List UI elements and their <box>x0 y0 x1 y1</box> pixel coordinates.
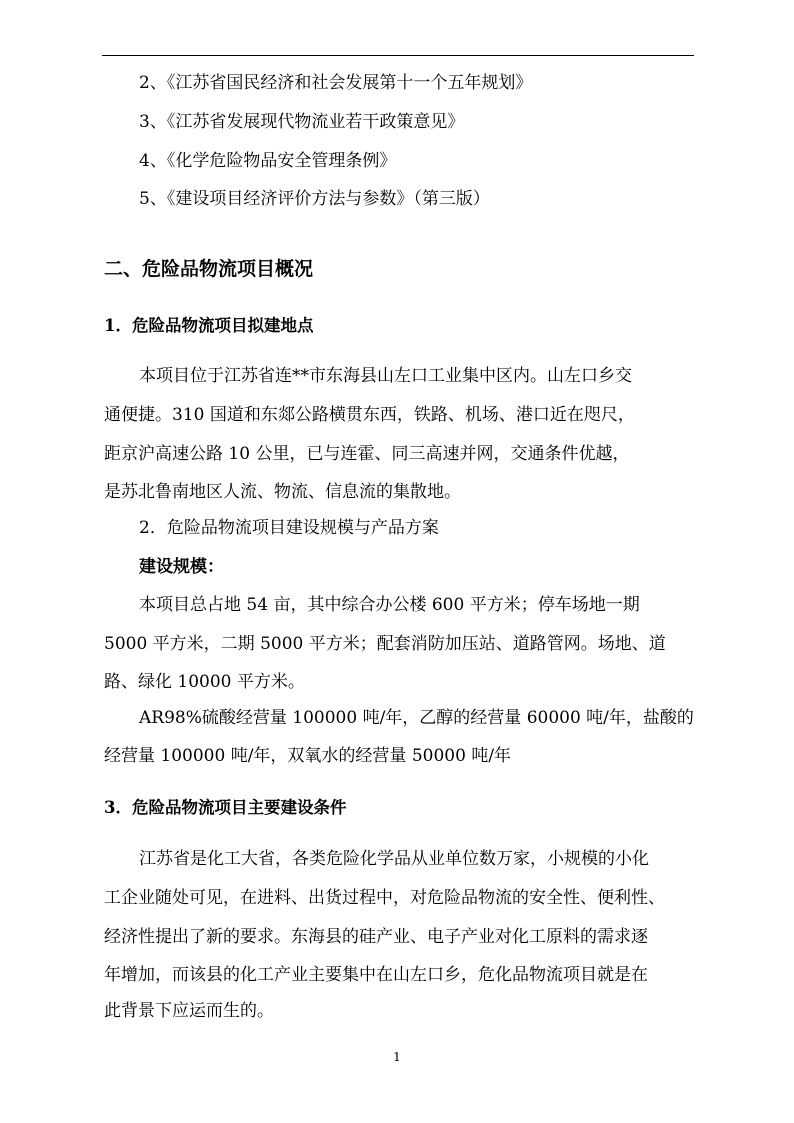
paragraph-line: AR98%硫酸经营量 100000 吨/年，乙醇的经营量 60000 吨/年，盐酸的 <box>139 708 694 728</box>
paragraph-line: 经营量 100000 吨/年，双氧水的经营量 50000 吨/年 <box>104 746 512 766</box>
subsection-heading-conditions: 3．危险品物流项目主要建设条件 <box>104 798 347 817</box>
paragraph-line: 江苏省是化工大省，各类危险化学品从业单位数万家，小规模的小化 <box>139 849 649 869</box>
paragraph-line: 5000 平方米，二期 5000 平方米；配套消防加压站、道路管网。场地、道 <box>104 634 666 654</box>
subsection-heading-location: 1．危险品物流项目拟建地点 <box>104 316 314 335</box>
reference-item: 3、《江苏省发展现代物流业若干政策意见》 <box>139 112 465 132</box>
page-number: 1 <box>393 1050 401 1064</box>
paragraph-line: 通便捷。310 国道和东郯公路横贯东西，铁路、机场、港口近在咫尺， <box>104 405 635 425</box>
subsection-heading-scale: 2．危险品物流项目建设规模与产品方案 <box>139 518 439 538</box>
reference-item: 2、《江苏省国民经济和社会发展第十一个五年规划》 <box>139 73 533 93</box>
paragraph-line: 本项目位于江苏省连**市东海县山左口工业集中区内。山左口乡交 <box>139 366 632 386</box>
reference-item: 5、《建设项目经济评价方法与参数》（第三版） <box>139 189 490 209</box>
paragraph-line: 路、绿化 10000 平方米。 <box>104 672 305 692</box>
paragraph-line: 工企业随处可见，在进料、出货过程中，对危险品物流的安全性、便利性、 <box>104 888 665 908</box>
section-heading: 二、危险品物流项目概况 <box>104 258 314 280</box>
paragraph-line: 经济性提出了新的要求。东海县的硅产业、电子产业对化工原料的需求逐 <box>104 927 648 947</box>
paragraph-line: 距京沪高速公路 10 公里，已与连霍、同三高速并网，交通条件优越， <box>104 444 630 464</box>
scale-label: 建设规模： <box>139 557 224 577</box>
header-rule <box>102 55 694 56</box>
paragraph-line: 年增加，而该县的化工产业主要集中在山左口乡，危化品物流项目就是在 <box>104 965 648 985</box>
reference-item: 4、《化学危险物品安全管理条例》 <box>139 151 397 171</box>
paragraph-line: 本项目总占地 54 亩，其中综合办公楼 600 平方米；停车场地一期 <box>139 595 640 615</box>
paragraph-line: 是苏北鲁南地区人流、物流、信息流的集散地。 <box>104 482 461 502</box>
paragraph-line: 此背景下应运而生的。 <box>104 1001 274 1021</box>
